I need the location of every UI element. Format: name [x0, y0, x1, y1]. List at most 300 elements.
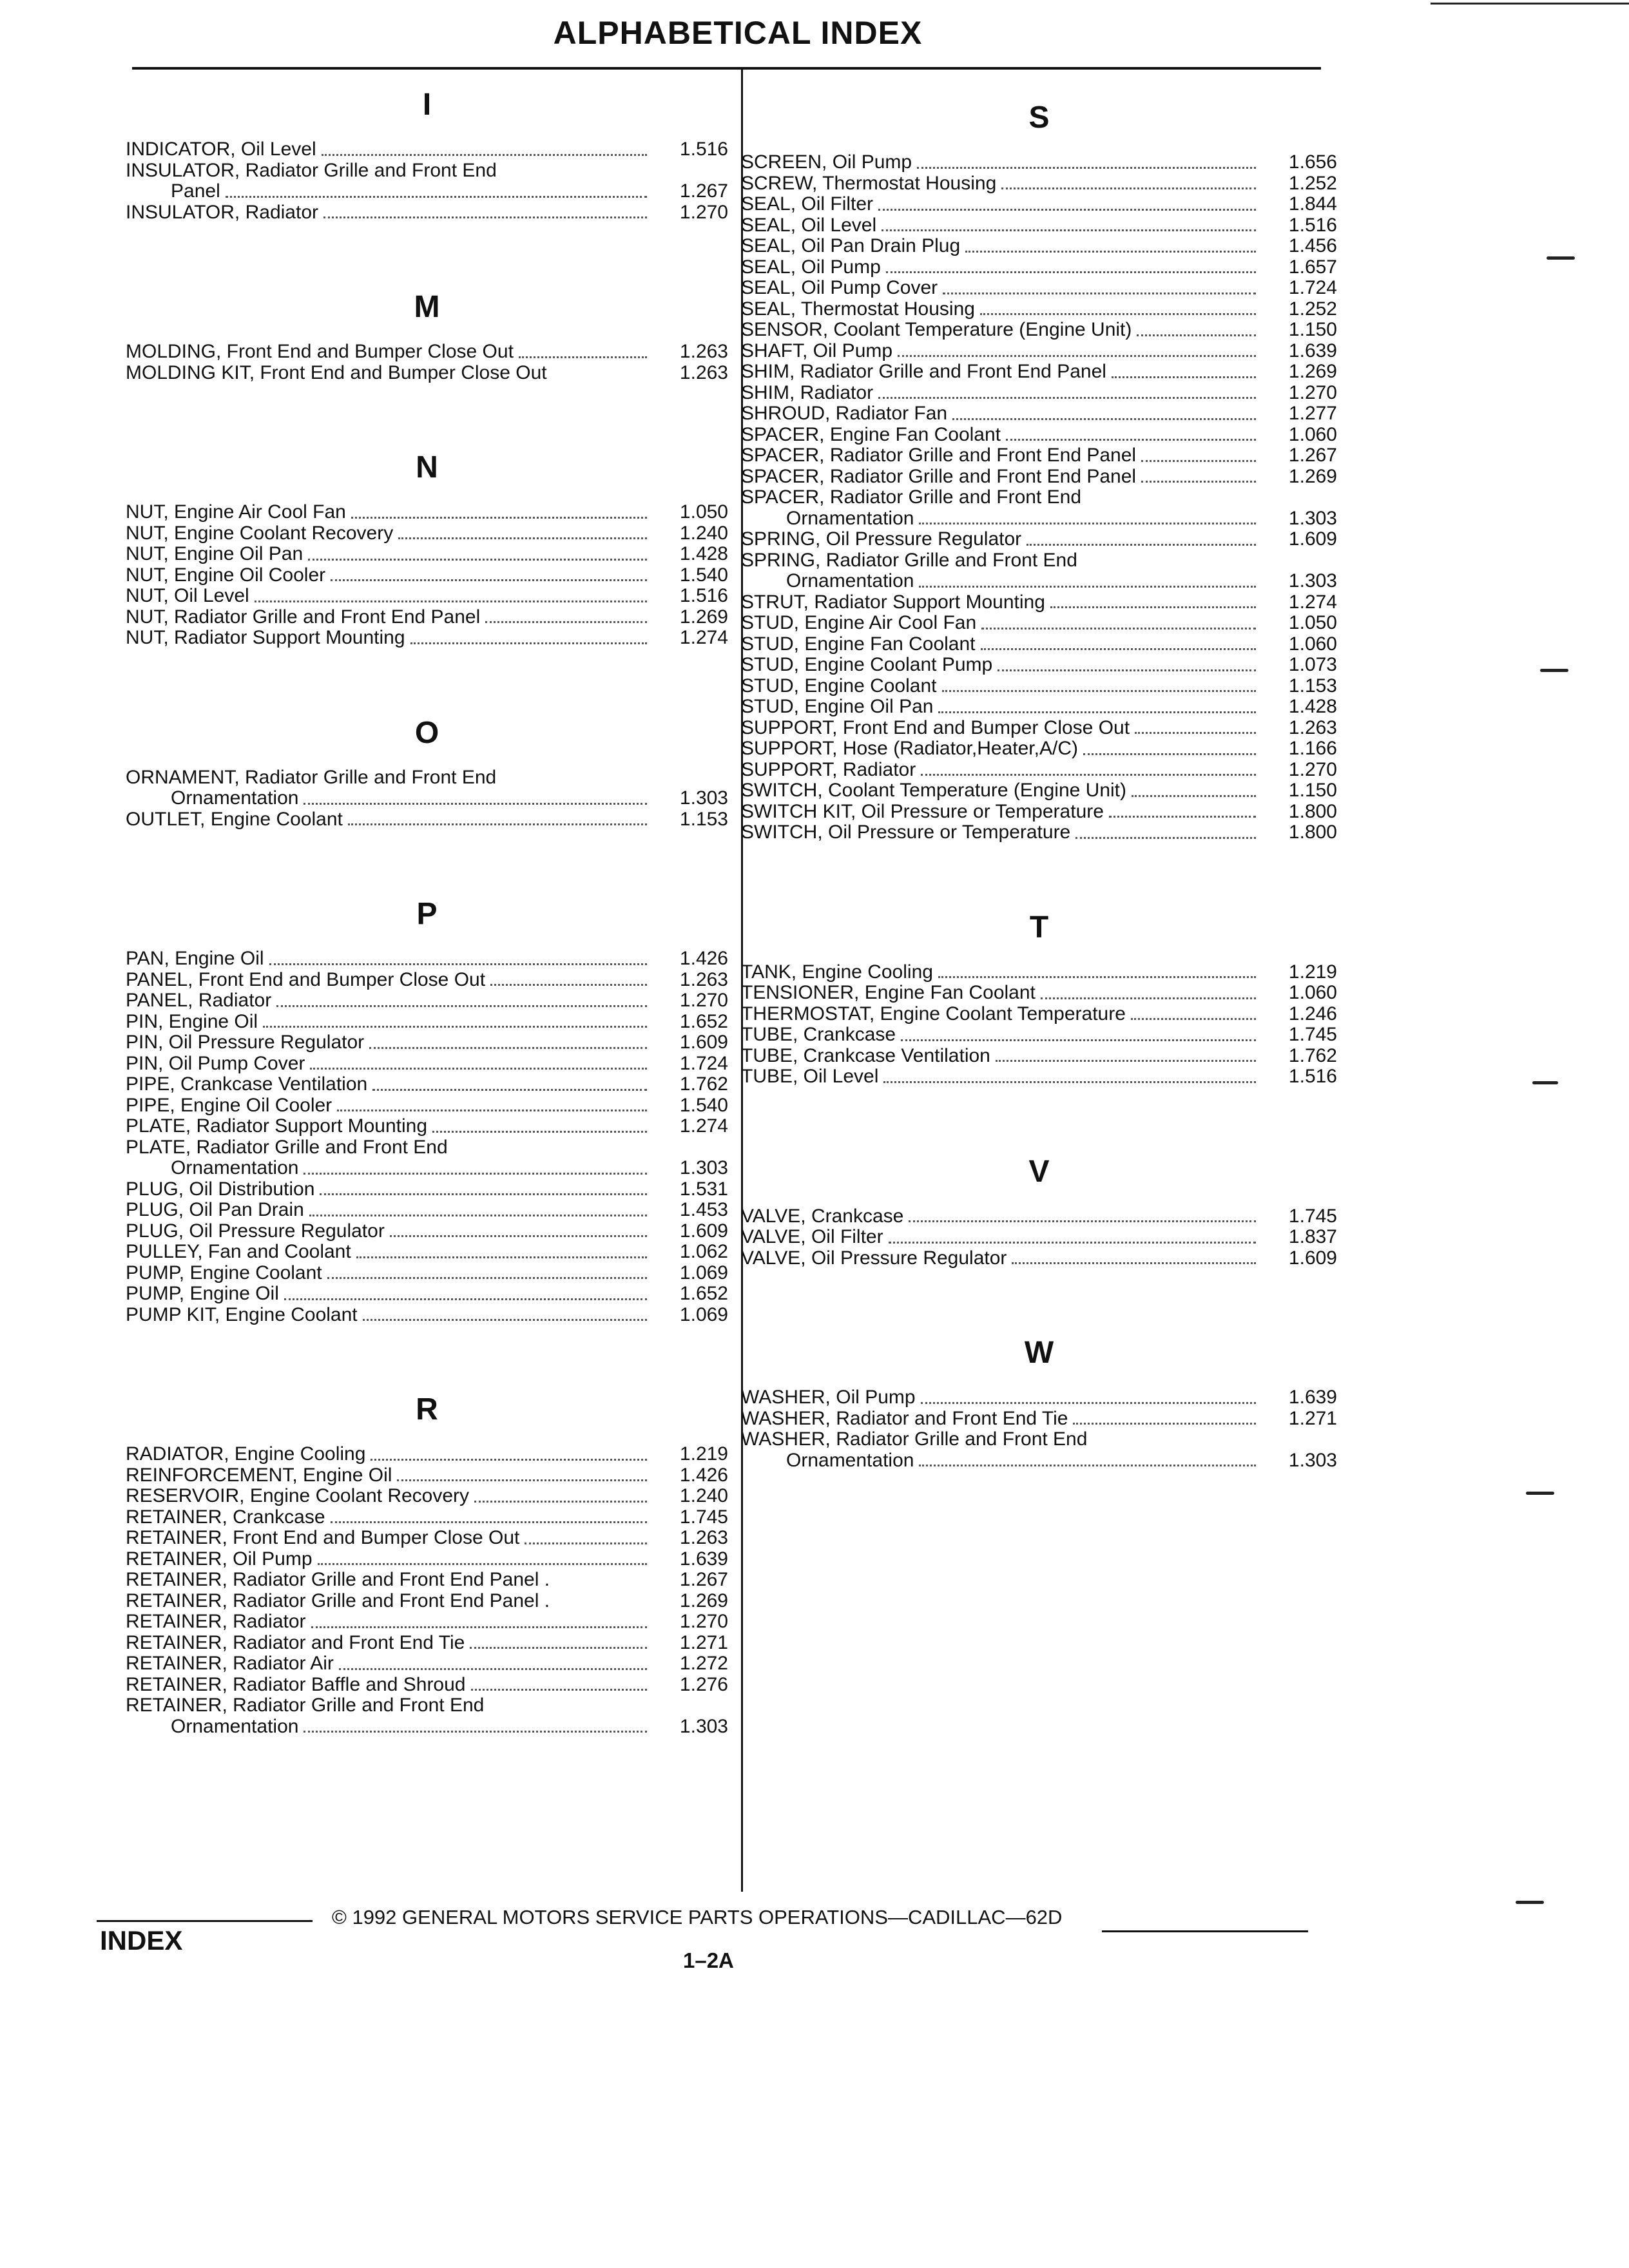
- entry-label: SCREEN, Oil Pump: [741, 151, 912, 173]
- entry-label: SCREW, Thermostat Housing: [741, 172, 997, 194]
- entry-page: 1.270: [679, 990, 728, 1011]
- index-entry: [126, 1486, 728, 1507]
- dot-leader: [363, 1319, 647, 1321]
- entry-page: 1.609: [679, 1032, 728, 1053]
- dot-leader: [901, 1039, 1256, 1041]
- entry-list: [741, 1387, 1337, 1471]
- entry-page: 1.303: [1288, 507, 1337, 529]
- dot-leader: [1083, 753, 1256, 755]
- entry-label: TANK, Engine Cooling: [741, 961, 933, 983]
- index-entry: [126, 1053, 728, 1075]
- index-entry: [741, 1066, 1337, 1088]
- dot-leader: [337, 1110, 647, 1111]
- entry-label: SHIM, Radiator Grille and Front End Panel: [741, 361, 1106, 382]
- dot-leader: [356, 1256, 647, 1258]
- entry-label: STUD, Engine Air Cool Fan: [741, 612, 977, 633]
- dot-leader: [490, 984, 647, 986]
- index-entry: [126, 1507, 728, 1528]
- entry-page: 1.269: [1288, 361, 1337, 382]
- dot-leader: [263, 1026, 647, 1028]
- index-entry: [126, 1158, 728, 1179]
- entry-label: RETAINER, Radiator Grille and Front End Panel .: [126, 1590, 550, 1611]
- section-letter: M: [414, 290, 440, 324]
- entry-page: 1.252: [1288, 172, 1337, 194]
- dot-leader: [921, 1402, 1256, 1404]
- entry-label: NUT, Radiator Support Mounting: [126, 627, 405, 648]
- index-section: [126, 1376, 728, 1737]
- index-entry: [741, 487, 1337, 508]
- index-entry: [126, 767, 728, 789]
- entry-label: SENSOR, Coolant Temperature (Engine Unit): [741, 319, 1132, 340]
- entry-list: [741, 152, 1337, 843]
- dot-leader: [1141, 481, 1256, 483]
- index-entry: [741, 1206, 1337, 1227]
- entry-page: 1.050: [679, 501, 728, 523]
- entry-page: 1.069: [679, 1303, 728, 1325]
- entry-page: 1.270: [679, 1611, 728, 1632]
- entry-page: 1.303: [679, 1715, 728, 1737]
- entry-label: INDICATOR, Oil Level: [126, 139, 316, 160]
- entry-label: SWITCH, Coolant Temperature (Engine Unit): [741, 780, 1127, 801]
- index-entry: [126, 1221, 728, 1242]
- entry-label: SHROUD, Radiator Fan: [741, 403, 948, 424]
- dot-leader: [331, 1521, 647, 1523]
- index-entry: [126, 363, 728, 384]
- index-entry: [741, 278, 1337, 299]
- dot-leader: [998, 669, 1256, 671]
- entry-label: REINFORCEMENT, Engine Oil: [126, 1464, 392, 1486]
- dot-leader: [369, 1047, 647, 1049]
- dot-leader: [889, 1242, 1256, 1244]
- index-entry: [741, 550, 1337, 572]
- entry-label: PIN, Oil Pump Cover: [126, 1052, 305, 1074]
- margin-mark: [1540, 669, 1568, 672]
- entry-label: MOLDING KIT, Front End and Bumper Close Out: [126, 361, 547, 383]
- dot-leader: [474, 1501, 647, 1503]
- dot-leader: [980, 313, 1256, 315]
- entry-label: WASHER, Radiator Grille and Front End: [741, 1428, 1088, 1450]
- entry-label: STUD, Engine Oil Pan: [741, 696, 934, 717]
- entry-page: 1.272: [679, 1653, 728, 1674]
- dot-leader: [304, 1731, 647, 1733]
- entry-label: PUMP, Engine Oil: [126, 1283, 279, 1304]
- dot-leader: [322, 154, 647, 156]
- dot-leader: [1137, 334, 1256, 336]
- entry-page: 1.516: [679, 585, 728, 606]
- index-entry: [126, 1695, 728, 1716]
- index-entry: [741, 1227, 1337, 1248]
- index-entry: [126, 1549, 728, 1570]
- entry-label: PIPE, Crankcase Ventilation: [126, 1073, 368, 1095]
- dot-leader: [318, 1563, 648, 1565]
- entry-page: 1.609: [1288, 1247, 1337, 1269]
- entry-label: RETAINER, Radiator Air: [126, 1653, 334, 1674]
- dot-leader: [351, 517, 647, 519]
- index-entry: [741, 383, 1337, 404]
- entry-page: 1.252: [1288, 298, 1337, 320]
- entry-label: PLUG, Oil Pressure Regulator: [126, 1220, 385, 1242]
- entry-label: STRUT, Radiator Support Mounting: [741, 591, 1045, 613]
- dot-leader: [339, 1668, 647, 1670]
- index-section: [126, 699, 728, 831]
- dot-leader: [276, 1005, 647, 1007]
- index-entry: [741, 1024, 1337, 1046]
- entry-page: 1.246: [1288, 1003, 1337, 1024]
- entry-label: NUT, Engine Air Cool Fan: [126, 501, 346, 523]
- entry-page: 1.540: [679, 564, 728, 586]
- entry-page: 1.150: [1288, 780, 1337, 801]
- entry-label: RADIATOR, Engine Cooling: [126, 1443, 366, 1465]
- entry-page: 1.800: [1288, 822, 1337, 843]
- entry-label: PUMP, Engine Coolant: [126, 1262, 322, 1283]
- section-letter: O: [414, 715, 439, 750]
- entry-page: 1.269: [679, 1590, 728, 1611]
- entry-label: RETAINER, Radiator and Front End Tie: [126, 1631, 465, 1653]
- index-entry: [126, 1611, 728, 1633]
- entry-label: PUMP KIT, Engine Coolant: [126, 1303, 358, 1325]
- dot-leader: [943, 293, 1256, 294]
- entry-label: NUT, Oil Level: [126, 585, 249, 606]
- index-entry: [741, 508, 1337, 530]
- dot-leader: [304, 803, 647, 805]
- entry-page: 1.639: [1288, 1387, 1337, 1408]
- index-entry: [741, 361, 1337, 383]
- entry-label: RETAINER, Oil Pump: [126, 1548, 313, 1570]
- entry-label: SEAL, Oil Pump: [741, 256, 881, 278]
- entry-page: 1.263: [679, 968, 728, 990]
- entry-label: TENSIONER, Engine Fan Coolant: [741, 982, 1036, 1003]
- entry-label: SPACER, Engine Fan Coolant: [741, 423, 1001, 445]
- entry-page: 1.516: [679, 139, 728, 160]
- entry-label: NUT, Engine Oil Pan: [126, 543, 304, 564]
- index-entry: [741, 236, 1337, 257]
- copyright-text: © 1992 GENERAL MOTORS SERVICE PARTS OPERATIONS—CADILLAC—62D: [332, 1906, 1063, 1928]
- margin-mark: [1532, 1081, 1558, 1084]
- entry-page: 1.303: [1288, 1449, 1337, 1471]
- entry-label: STUD, Engine Coolant Pump: [741, 654, 993, 675]
- dot-leader: [1006, 439, 1256, 441]
- entry-page: 1.276: [679, 1673, 728, 1695]
- index-entry: [126, 1032, 728, 1053]
- entry-label: Ornamentation: [171, 1157, 299, 1178]
- entry-label: VALVE, Crankcase: [741, 1205, 904, 1227]
- dot-leader: [952, 418, 1256, 420]
- entry-page: 1.639: [679, 1548, 728, 1570]
- entry-label: NUT, Radiator Grille and Front End Panel: [126, 606, 481, 628]
- entry-page: 1.540: [679, 1094, 728, 1116]
- entry-page: 1.153: [1288, 675, 1337, 697]
- dot-leader: [938, 711, 1256, 713]
- section-letter: V: [1028, 1154, 1050, 1189]
- index-entry: [741, 760, 1337, 781]
- entry-label: SUPPORT, Radiator: [741, 758, 916, 780]
- dot-leader: [1112, 376, 1256, 378]
- entry-label: WASHER, Oil Pump: [741, 1387, 916, 1408]
- index-entry: [126, 1444, 728, 1465]
- margin-mark: [1547, 256, 1575, 260]
- index-entry: [126, 565, 728, 586]
- entry-page: 1.609: [1288, 528, 1337, 550]
- entry-label: Ornamentation: [171, 1715, 299, 1737]
- index-entry: [126, 523, 728, 544]
- dot-leader: [327, 1277, 647, 1279]
- entry-label: SUPPORT, Front End and Bumper Close Out: [741, 716, 1130, 738]
- index-section: [741, 1138, 1337, 1269]
- entry-page: 1.639: [1288, 340, 1337, 361]
- dot-leader: [255, 601, 647, 602]
- index-entry: [126, 1305, 728, 1326]
- entry-list: [126, 502, 728, 649]
- entry-page: 1.745: [1288, 1024, 1337, 1045]
- index-entry: [126, 1653, 728, 1675]
- dot-leader: [410, 642, 647, 644]
- entry-label: SEAL, Thermostat Housing: [741, 298, 975, 320]
- entry-label: SPACER, Radiator Grille and Front End: [741, 486, 1082, 508]
- footer-rule-right: [1102, 1930, 1308, 1932]
- index-entry: [741, 1408, 1337, 1430]
- entry-label: PIPE, Engine Oil Cooler: [126, 1094, 333, 1116]
- index-entry: [741, 634, 1337, 655]
- index-entry: [741, 341, 1337, 362]
- entry-label: PAN, Engine Oil: [126, 948, 264, 969]
- entry-page: 1.609: [679, 1220, 728, 1242]
- dot-leader: [372, 1089, 647, 1091]
- index-entry: [741, 1248, 1337, 1269]
- entry-page: 1.516: [1288, 1066, 1337, 1087]
- index-entry: [126, 607, 728, 628]
- dot-leader: [390, 1235, 647, 1237]
- index-entry: [126, 990, 728, 1012]
- index-entry: [126, 628, 728, 649]
- index-entry: [741, 655, 1337, 676]
- index-entry: [126, 181, 728, 202]
- index-entry: [741, 425, 1337, 446]
- entry-page: 1.274: [679, 627, 728, 648]
- entry-label: PIN, Engine Oil: [126, 1010, 258, 1032]
- index-entry: [126, 1263, 728, 1284]
- dot-leader: [965, 251, 1256, 253]
- index-entry: [126, 1012, 728, 1033]
- index-entry: [741, 403, 1337, 425]
- index-entry: [741, 299, 1337, 320]
- entry-page: 1.277: [1288, 403, 1337, 424]
- entry-page: 1.263: [679, 341, 728, 362]
- index-entry: [126, 502, 728, 523]
- entry-label: Ornamentation: [786, 507, 914, 529]
- dot-leader: [471, 1689, 648, 1691]
- entry-page: 1.219: [679, 1443, 728, 1465]
- entry-page: 1.240: [679, 522, 728, 544]
- entry-page: 1.800: [1288, 800, 1337, 822]
- entry-page: 1.745: [1288, 1205, 1337, 1227]
- entry-label: VALVE, Oil Pressure Regulator: [741, 1247, 1007, 1269]
- index-section: [741, 1319, 1337, 1471]
- entry-page: 1.267: [1288, 445, 1337, 466]
- entry-page: 1.657: [1288, 256, 1337, 278]
- dot-leader: [938, 976, 1256, 978]
- header-rule: [132, 67, 1321, 70]
- dot-leader: [1073, 1423, 1256, 1425]
- index-entry: [741, 529, 1337, 550]
- index-entry: [741, 738, 1337, 760]
- index-entry: [126, 544, 728, 565]
- dot-leader: [886, 271, 1256, 273]
- footer-rule-left: [97, 1920, 313, 1922]
- entry-label: SHAFT, Oil Pump: [741, 340, 893, 361]
- entry-label: RETAINER, Radiator Baffle and Shroud: [126, 1673, 466, 1695]
- dot-leader: [917, 167, 1256, 169]
- entry-page: 1.150: [1288, 319, 1337, 340]
- index-entry: [126, 948, 728, 970]
- left-column: [126, 71, 728, 1787]
- entry-label: NUT, Engine Coolant Recovery: [126, 522, 394, 544]
- index-entry: [741, 173, 1337, 195]
- dot-leader: [882, 229, 1256, 231]
- index-entry: [126, 1465, 728, 1486]
- dot-leader: [919, 1465, 1256, 1466]
- entry-label: SEAL, Oil Level: [741, 214, 877, 236]
- index-entry: [126, 1283, 728, 1305]
- entry-label: MOLDING, Front End and Bumper Close Out: [126, 341, 514, 362]
- section-letter: S: [1028, 101, 1050, 135]
- entry-page: 1.456: [1288, 235, 1337, 256]
- entry-page: 1.271: [679, 1631, 728, 1653]
- dot-leader: [525, 1542, 647, 1544]
- entry-list: [741, 962, 1337, 1088]
- dot-leader: [1141, 460, 1256, 462]
- entry-page: 1.270: [1288, 381, 1337, 403]
- entry-label: Ornamentation: [786, 1449, 914, 1471]
- entry-label: NUT, Engine Oil Cooler: [126, 564, 326, 586]
- entry-label: RETAINER, Front End and Bumper Close Out: [126, 1527, 520, 1548]
- entry-label: SEAL, Oil Pump Cover: [741, 277, 938, 298]
- entry-page: 1.060: [1288, 633, 1337, 655]
- dot-leader: [269, 963, 647, 965]
- entry-label: RETAINER, Radiator: [126, 1611, 306, 1632]
- entry-page: 1.060: [1288, 423, 1337, 445]
- entry-label: TUBE, Crankcase Ventilation: [741, 1044, 990, 1066]
- dot-leader: [909, 1220, 1256, 1222]
- entry-label: PIN, Oil Pressure Regulator: [126, 1032, 365, 1053]
- index-entry: [126, 1116, 728, 1137]
- dot-leader: [878, 209, 1256, 211]
- index-entry: [741, 445, 1337, 466]
- index-entry: [126, 1570, 728, 1591]
- section-letter: N: [416, 450, 438, 485]
- entry-page: 1.652: [679, 1010, 728, 1032]
- entry-label: TUBE, Crankcase: [741, 1024, 896, 1045]
- entry-page: 1.153: [679, 808, 728, 830]
- index-entry: [741, 1046, 1337, 1067]
- dot-leader: [397, 1479, 647, 1481]
- index-entry: [741, 1450, 1337, 1472]
- dot-leader: [1132, 795, 1256, 797]
- page-title: ALPHABETICAL INDEX: [553, 15, 923, 51]
- entry-page: 1.428: [1288, 696, 1337, 717]
- entry-label: STUD, Engine Fan Coolant: [741, 633, 976, 655]
- dot-leader: [519, 356, 647, 358]
- entry-page: 1.270: [679, 201, 728, 223]
- entry-page: 1.263: [679, 361, 728, 383]
- dot-leader: [1041, 997, 1256, 999]
- entry-label: THERMOSTAT, Engine Coolant Temperature: [741, 1003, 1126, 1024]
- entry-list: [126, 948, 728, 1325]
- entry-page: 1.073: [1288, 654, 1337, 675]
- index-entry: [741, 676, 1337, 697]
- entry-page: 1.062: [679, 1241, 728, 1262]
- entry-list: [126, 1444, 728, 1737]
- entry-label: PLUG, Oil Distribution: [126, 1178, 315, 1200]
- index-entry: [741, 592, 1337, 613]
- dot-leader: [304, 1173, 647, 1175]
- index-section: [126, 434, 728, 649]
- entry-list: [126, 341, 728, 383]
- entry-page: 1.844: [1288, 193, 1337, 215]
- dot-leader: [1109, 816, 1256, 818]
- entry-label: PULLEY, Fan and Coolant: [126, 1241, 351, 1262]
- entry-page: 1.652: [679, 1283, 728, 1304]
- entry-page: 1.426: [679, 948, 728, 969]
- page-number: 1–2A: [683, 1948, 734, 1972]
- index-entry: [126, 1179, 728, 1200]
- entry-page: 1.269: [1288, 465, 1337, 487]
- dot-leader: [398, 537, 647, 539]
- entry-label: SPACER, Radiator Grille and Front End Panel: [741, 465, 1137, 487]
- entry-page: 1.656: [1288, 151, 1337, 173]
- entry-page: 1.837: [1288, 1226, 1337, 1247]
- index-entry: [126, 1716, 728, 1738]
- dot-leader: [323, 216, 647, 218]
- index-entry: [126, 1591, 728, 1612]
- entry-page: 1.745: [679, 1506, 728, 1528]
- dot-leader: [883, 1081, 1256, 1083]
- index-entry: [126, 202, 728, 224]
- entry-label: PLATE, Radiator Grille and Front End: [126, 1136, 448, 1158]
- entry-label: RETAINER, Crankcase: [126, 1506, 325, 1528]
- dot-leader: [1131, 1018, 1256, 1020]
- right-column: [741, 84, 1337, 1521]
- dot-leader: [485, 621, 647, 623]
- dot-leader: [1075, 837, 1256, 839]
- index-entry: [126, 160, 728, 182]
- entry-label: INSULATOR, Radiator Grille and Front End: [126, 159, 497, 181]
- dot-leader: [308, 559, 647, 561]
- index-entry: [741, 962, 1337, 983]
- dot-leader: [898, 355, 1256, 357]
- index-entry: [126, 586, 728, 607]
- entry-label: Ornamentation: [171, 787, 299, 809]
- margin-mark: [1526, 1492, 1554, 1495]
- dot-leader: [942, 690, 1257, 692]
- index-entry: [741, 257, 1337, 278]
- entry-label: SHIM, Radiator: [741, 381, 874, 403]
- dot-leader: [348, 823, 647, 825]
- entry-page: 1.050: [1288, 612, 1337, 633]
- entry-page: 1.267: [679, 180, 728, 202]
- entry-label: INSULATOR, Radiator: [126, 201, 318, 223]
- corner-rule: [1431, 3, 1629, 5]
- index-entry: [126, 970, 728, 991]
- index-entry: [741, 320, 1337, 341]
- entry-list: [126, 139, 728, 223]
- entry-label: RESERVOIR, Engine Coolant Recovery: [126, 1485, 470, 1506]
- entry-page: 1.531: [679, 1178, 728, 1200]
- entry-label: PANEL, Front End and Bumper Close Out: [126, 968, 486, 990]
- entry-page: 1.267: [679, 1569, 728, 1590]
- entry-page: 1.428: [679, 543, 728, 564]
- index-entry: [741, 983, 1337, 1004]
- dot-leader: [921, 774, 1256, 776]
